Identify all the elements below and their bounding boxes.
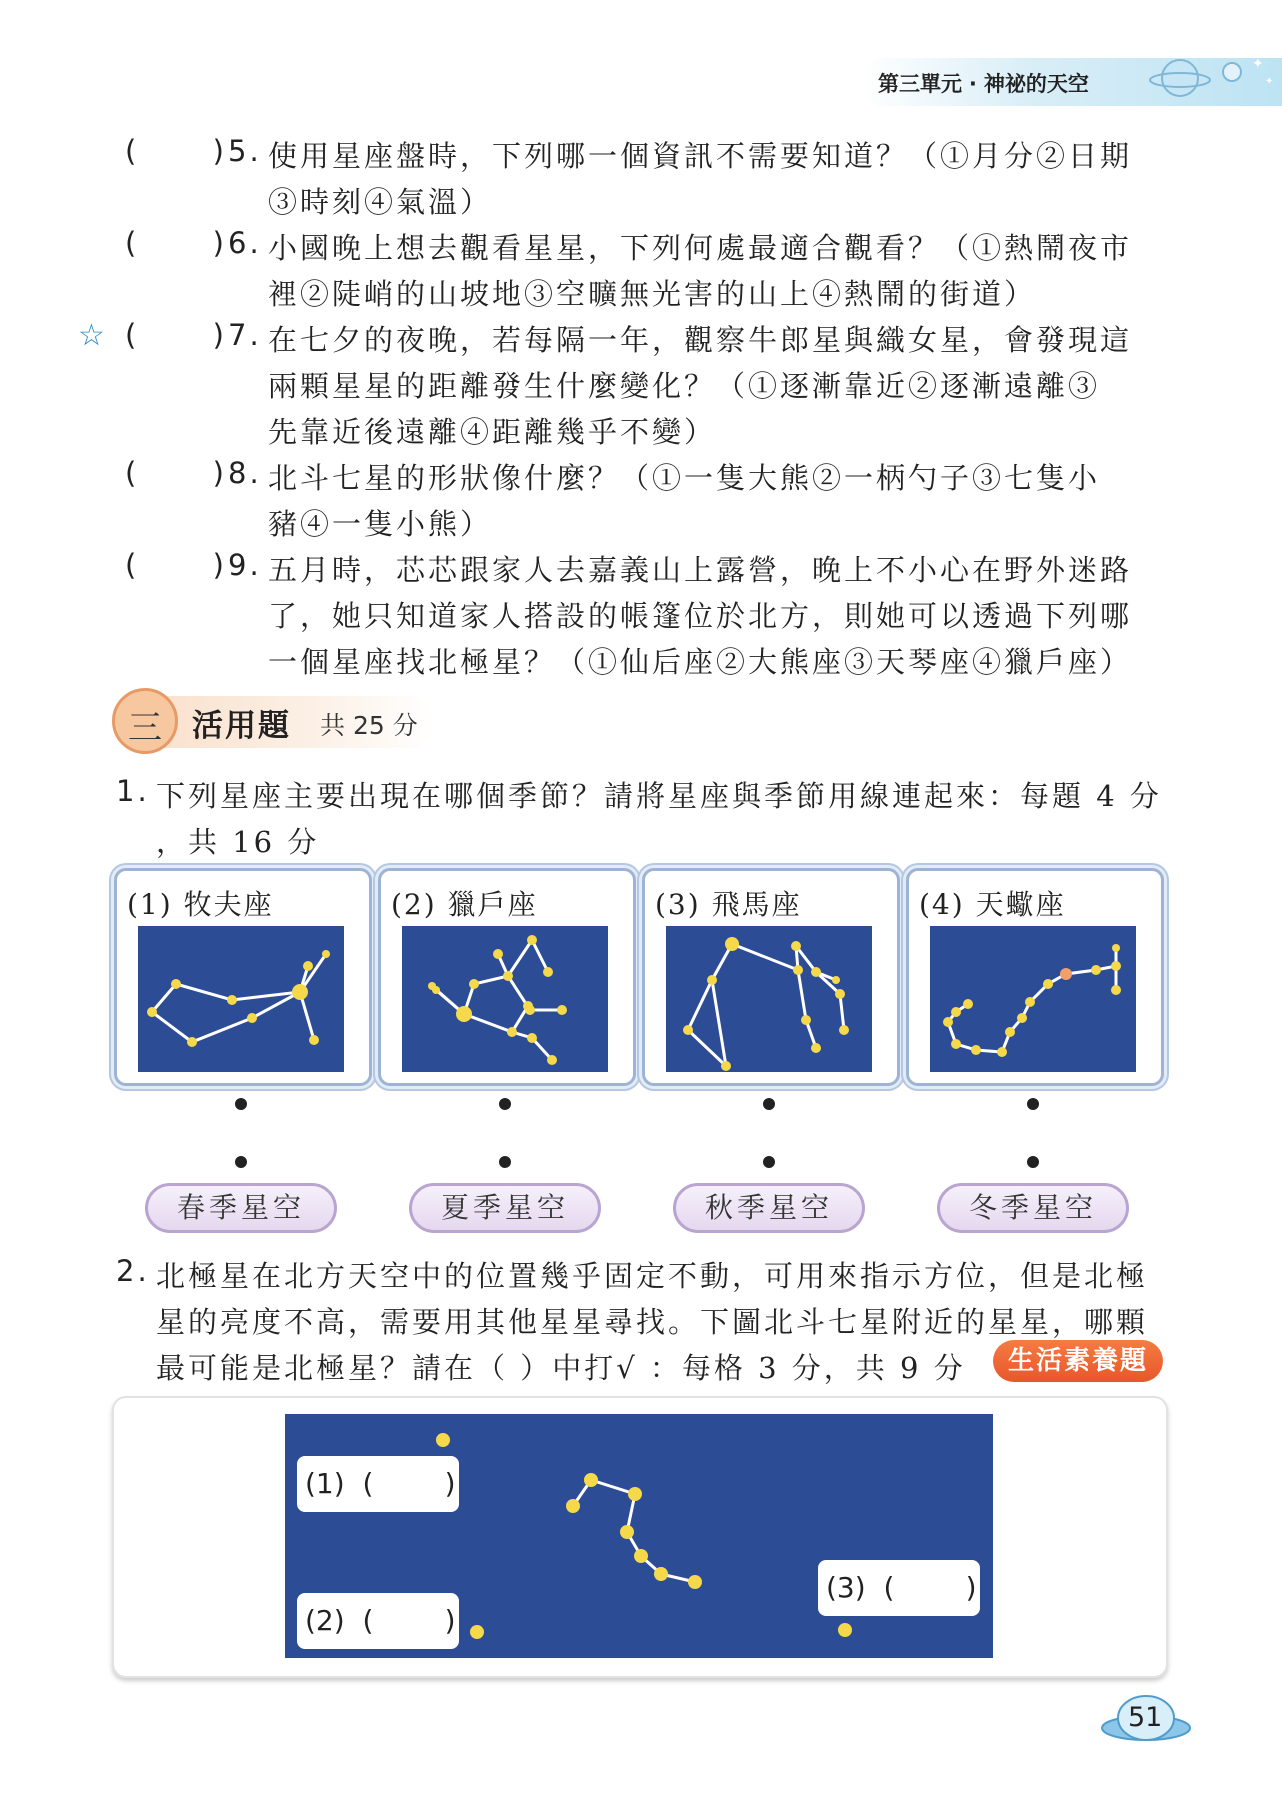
question-text-line1: 在七夕的夜晚，若每隔一年，觀察牛郎星與織女星，會發現這	[268, 323, 1133, 357]
section-title: 活用題	[192, 708, 291, 744]
candidate-star-2	[470, 1625, 484, 1639]
match-dot-top-4[interactable]	[1027, 1098, 1039, 1110]
unit-title: 第三單元 ‧ 神祕的天空	[878, 72, 1089, 96]
season-winter: 冬季星空	[937, 1183, 1129, 1233]
match-dot-top-2[interactable]	[499, 1098, 511, 1110]
constellation-card-orion	[378, 868, 636, 1086]
season-autumn: 秋季星空	[673, 1183, 865, 1233]
question-text-line1: 北斗七星的形狀像什麼？（①一隻大熊②一柄勺子③七隻小	[268, 461, 1101, 495]
problem-number: 1.	[116, 774, 150, 808]
page-number: 51	[1128, 1702, 1163, 1733]
question-text-line1: 使用星座盤時，下列哪一個資訊不需要知道？（①月分②日期	[268, 139, 1133, 173]
question-text-line1: 五月時，芯芯跟家人去嘉義山上露營，晚上不小心在野外迷路	[268, 553, 1133, 587]
constellation-card-pegasus	[642, 868, 900, 1086]
match-dot-top-1[interactable]	[235, 1098, 247, 1110]
problem-2-line2: 星的亮度不高，需要用其他星星尋找。下圖北斗七星附近的星星，哪顆	[156, 1305, 1149, 1339]
question-text-line2: ③時刻④氣溫）	[268, 185, 493, 219]
section-number: 三	[128, 708, 162, 748]
answer-paren[interactable]: ( )	[125, 134, 227, 168]
answer-paren[interactable]: ( )	[125, 548, 227, 582]
match-dot-bottom-4[interactable]	[1027, 1156, 1039, 1168]
question-number: 5.	[228, 134, 262, 168]
question-number: 7.	[228, 318, 262, 352]
question-number: 9.	[228, 548, 262, 582]
season-summer: 夏季星空	[409, 1183, 601, 1233]
question-text-line3: 先靠近後遠離④距離幾乎不變）	[268, 415, 717, 449]
antares-star	[1060, 968, 1072, 980]
question-text-line2: 豬④一隻小熊）	[268, 507, 493, 541]
problem-2-line1: 北極星在北方天空中的位置幾乎固定不動，可用來指示方位，但是北極	[156, 1259, 1149, 1293]
svg-text:✦: ✦	[1252, 56, 1264, 72]
problem-number: 2.	[116, 1254, 150, 1288]
star-icon: ☆	[78, 318, 105, 353]
match-dot-top-3[interactable]	[763, 1098, 775, 1110]
match-dot-bottom-2[interactable]	[499, 1156, 511, 1168]
question-text-line2: 兩顆星星的距離發生什麼變化？（①逐漸靠近②逐漸遠離③	[268, 369, 1101, 403]
scorpius-constellation-image	[930, 926, 1136, 1072]
answer-paren[interactable]: ( )	[125, 318, 227, 352]
svg-text:✦: ✦	[1265, 76, 1274, 87]
card-label: (1) 牧夫座	[127, 888, 274, 921]
life-literacy-badge: 生活素養題	[993, 1340, 1163, 1382]
card-label: (3) 飛馬座	[655, 888, 802, 921]
question-text-line2: 裡②陡峭的山坡地③空曠無光害的山上④熱鬧的街道）	[268, 277, 1037, 311]
card-label: (4) 天蠍座	[919, 888, 1066, 921]
question-text-line1: 小國晚上想去觀看星星，下列何處最適合觀看？（①熱鬧夜市	[268, 231, 1133, 265]
candidate-star-3	[838, 1623, 852, 1637]
problem-1-line2: ，共 16 分	[156, 825, 320, 859]
answer-box-2[interactable]: (2) ( )	[297, 1593, 459, 1649]
season-spring: 春季星空	[145, 1183, 337, 1233]
section-score: 共 25 分	[320, 711, 418, 740]
pegasus-constellation-image	[666, 926, 872, 1072]
question-number: 8.	[228, 456, 262, 490]
bootes-constellation-image	[138, 926, 344, 1072]
answer-box-1[interactable]: (1) ( )	[297, 1456, 459, 1512]
answer-paren[interactable]: ( )	[125, 456, 227, 490]
match-dot-bottom-3[interactable]	[763, 1156, 775, 1168]
constellation-card-scorpius	[906, 868, 1164, 1086]
answer-paren[interactable]: ( )	[125, 226, 227, 260]
planet-decoration-icon	[1130, 48, 1280, 108]
constellation-card-bootes	[114, 868, 372, 1086]
orion-constellation-image	[402, 926, 608, 1072]
match-dot-bottom-1[interactable]	[235, 1156, 247, 1168]
problem-2-line3: 最可能是北極星？請在（ ）中打√ ：每格 3 分，共 9 分	[156, 1351, 966, 1385]
card-label: (2) 獵戶座	[391, 888, 538, 921]
question-number: 6.	[228, 226, 262, 260]
question-text-line2: 了，她只知道家人搭設的帳篷位於北方，則她可以透過下列哪	[268, 599, 1133, 633]
candidate-star-1	[436, 1433, 450, 1447]
question-text-line3: 一個星座找北極星？（①仙后座②大熊座③天琴座④獵戶座）	[268, 645, 1133, 679]
problem-1-line1: 下列星座主要出現在哪個季節？請將星座與季節用線連起來：每題 4 分	[156, 779, 1162, 813]
answer-box-3[interactable]: (3) ( )	[818, 1560, 980, 1616]
